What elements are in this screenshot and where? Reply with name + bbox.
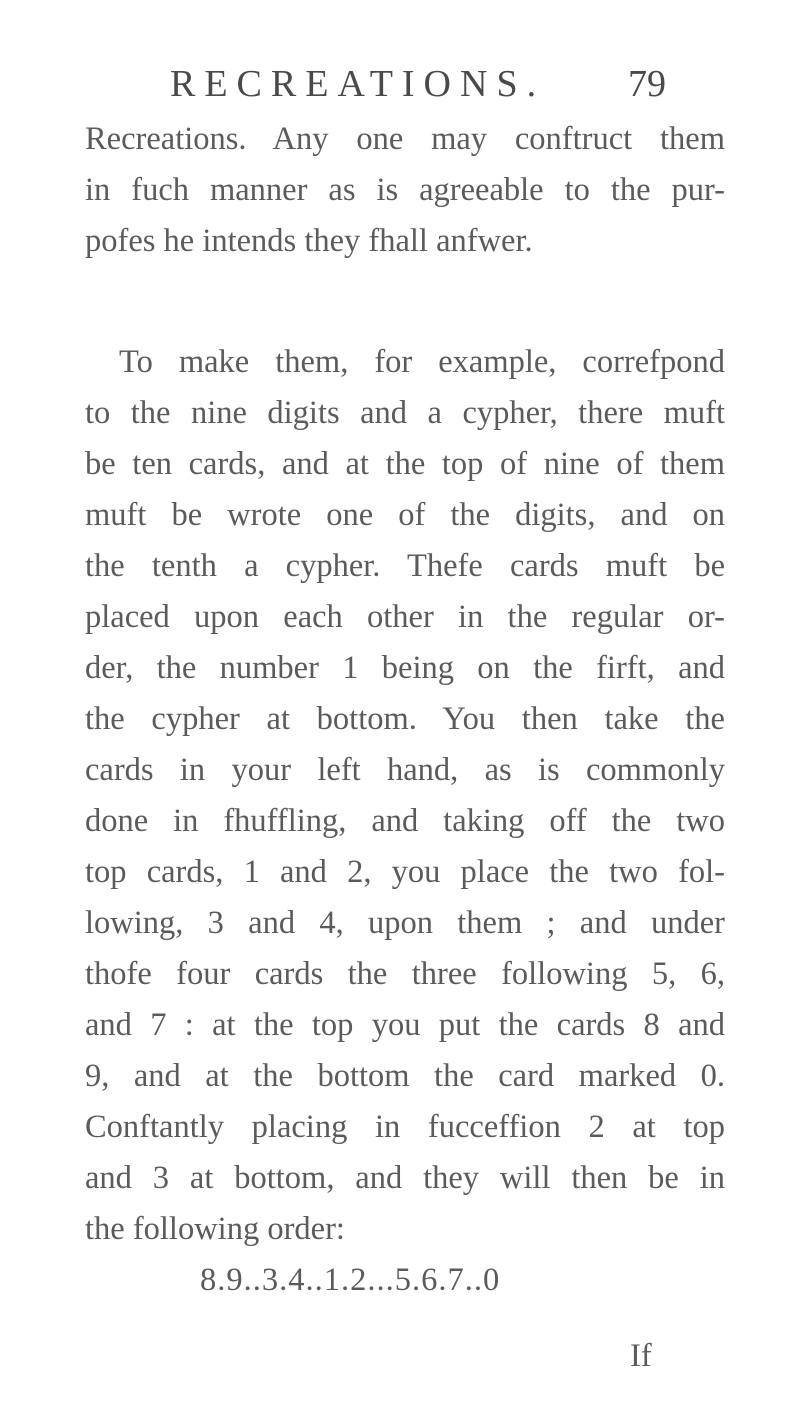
text-line: muft be wrote one of the digits, and on xyxy=(85,497,725,533)
running-head xyxy=(170,62,690,112)
text-line: done in fhuffling, and taking off the two xyxy=(85,803,725,839)
card-order-sequence: 8.9..3.4..1.2...5.6.7..0 xyxy=(200,1262,501,1298)
text-line: Recreations. Any one may conftruct them xyxy=(85,121,725,157)
text-line: thofe four cards the three following 5, 6, xyxy=(85,956,725,992)
text-line: the following order: xyxy=(85,1211,345,1247)
text-line: lowing, 3 and 4, upon them ; and under xyxy=(85,905,725,941)
text-line: and 7 : at the top you put the cards 8 and xyxy=(85,1007,725,1043)
text-line: to the nine digits and a cypher, there muft xyxy=(85,395,725,431)
text-line: cards in your left hand, as is commonly xyxy=(85,752,725,788)
text-line: der, the number 1 being on the firft, and xyxy=(85,650,725,686)
text-line: top cards, 1 and 2, you place the two fol- xyxy=(85,854,725,890)
page-number: 79 xyxy=(628,63,666,105)
text-line: 9, and at the bottom the card marked 0. xyxy=(85,1058,725,1094)
paragraph-card-trick xyxy=(85,337,725,1306)
running-title: RECREATIONS. xyxy=(170,63,546,105)
text-line: and 3 at bottom, and they will then be in xyxy=(85,1160,725,1196)
text-line: pofes he intends they fhall anfwer. xyxy=(85,223,533,259)
text-line: To make them, for example, correfpond xyxy=(119,344,725,380)
paragraph-continuation xyxy=(85,114,725,267)
text-line: in fuch manner as is agreeable to the pur- xyxy=(85,172,725,208)
text-line: Conftantly placing in fucceffion 2 at top xyxy=(85,1109,725,1145)
paragraph-gap xyxy=(85,267,725,337)
text-line: the cypher at bottom. You then take the xyxy=(85,701,725,737)
text-body xyxy=(85,114,725,1306)
text-line: be ten cards, and at the top of nine of them xyxy=(85,446,725,482)
catchword: If xyxy=(630,1338,652,1374)
text-line: placed upon each other in the regular or- xyxy=(85,599,725,635)
text-line: the tenth a cypher. Thefe cards muft be xyxy=(85,548,725,584)
